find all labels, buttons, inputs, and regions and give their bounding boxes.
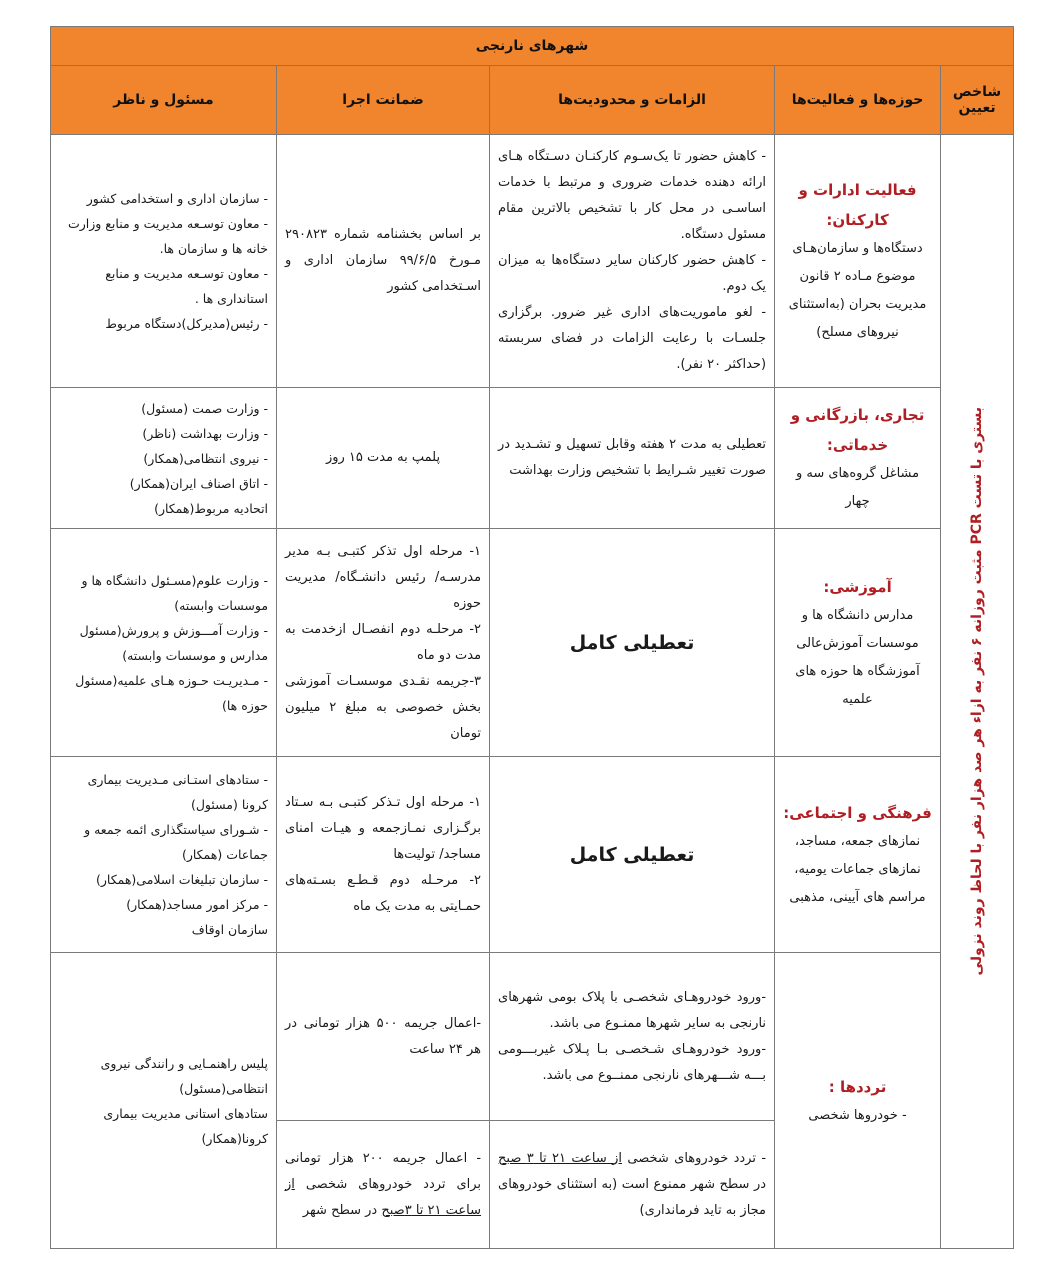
full-closure-label: تعطیلی کامل [569,843,695,866]
restriction-item: -ورود خودروهـای شخصـی با پلاک بومی شهرهای نارنجی به سایر شهرها ممنـوع می باشد. [498,989,767,1031]
table-title: شهرهای نارنجی [51,27,1014,66]
responsible-item: - مـدیریـت حـوزه هـای علمیه(مسئول حوزه ها) [75,672,269,713]
enforcement-text [285,1146,481,1224]
enforcement-cell [277,1121,490,1249]
enforcement-cell [277,388,490,529]
restrictions-cell [490,529,775,757]
domain-text: دستگاه‌ها و سازمان‌هـای موضوع مـاده ۲ قانون مدیریت بحران (به‌استثنای نیروهای مسلح) [788,241,927,340]
responsible-cell [51,757,277,953]
enforcement-text: -اعمال جریمه ۵۰۰ هزار تومانی در هر ۲۴ ساعت [285,1015,482,1057]
restrictions-cell [490,388,775,529]
enforcement-cell [277,953,490,1121]
enforcement-text-part: در سطح شهر [302,1202,382,1218]
restriction-item: تعطیلی به مدت ۲ هفته وقابل تسهیل و تشـدید در صورت تغییر شـرایط با تشخیص وزارت بهداشت [498,437,767,478]
domain-cell [775,388,941,529]
responsible-item: - رئیس(مدیرکل)دستگاه مربوط [105,316,269,331]
table-row [51,388,1014,529]
responsible-item: - معاون توسـعه مدیریت و منابع وزارت خانه ها و سازمان ها. [67,216,269,256]
responsible-item: اتحادیه مربوط(همکار) [154,500,269,516]
enforcement-text-part: - اعمال جریمه ۲۰۰ هزار تومانی برای تردد خودروهای شخصی [285,1150,482,1192]
restriction-hours: از ساعت ۲۱ تا ۳ صبح [498,1150,623,1166]
restriction-item [498,1146,766,1224]
enforcement-item: ۱- مرحله اول تـذکر کتبـی بـه سـتاد برگـزاری نمـازجمعه و هیـات امنای مساجد/ تولیت‌ها [285,794,482,862]
responsible-item: - وزارت آمـــوزش و پرورش(مسئول مدارس و موسسات وابسته) [79,622,269,663]
responsible-item: - نیروی انتظامی(همکار) [143,450,269,466]
responsible-item: - وزارت صمت (مسئول) [141,400,269,416]
domain-cell [775,529,941,757]
table-row [51,953,1014,1121]
responsible-cell [51,529,277,757]
restriction-text: در سطح شهر ممنوع است (به استثنای خودروهای مجاز به تاید فرمانداری) [498,1176,767,1218]
domain-title: فعالیت ادارات و کارکنان: [798,181,917,229]
table-row [51,757,1014,953]
header-enforcement: ضمانت اجرا [277,66,490,135]
enforcement-item: ۲- مرحـله دوم قـطـع بسـته‌های حمـایتی به مدت یک ماه [285,872,482,914]
restriction-text: - تردد خودروهای شخصی [622,1150,767,1166]
restriction-item: - کاهش حضور کارکنان سایر دستگاه‌ها به میزان یک دوم. [498,253,767,294]
table-row [51,529,1014,757]
responsible-item: - سازمان تبلیغات اسلامی(همکار) [95,872,269,887]
responsible-cell [51,388,277,529]
responsible-item: - معاون توسـعه مدیریت و منابع استانداری ها . [105,266,269,306]
enforcement-hours: از ساعت ۲۱ تا ۳صبح [285,1176,482,1218]
responsible-item: - وزارت علوم(مسـئول دانشگاه ها و موسسات وابسته) [81,572,269,613]
restrictions-cell [490,135,775,388]
index-cell [941,135,1014,1249]
enforcement-item: ۲- مرحلـه دوم انفصـال ازخدمت به مدت دو ماه [285,621,482,663]
domain-title: آموزشی: [823,577,892,596]
restriction-item: - کاهش حضور تا یک‌سـوم کارکنـان دسـتگاه هـای ارائه دهنده خدمات ضروری و مرتبط با خدمات اساسـی در محل کار با تشخیص بالاترین مقام مسئول دستگاه. [498,149,767,242]
domain-title: تجاری، بازرگانی و خدماتی: [790,406,925,454]
index-criterion-text: بستری با تست PCR مثبت روزانه ۶ نفر به ازاء هر صد هزار نفر با لحاظ روند نزولی [969,407,986,976]
responsible-cell [51,135,277,388]
responsible-item: - وزارت بهداشت (ناظر) [142,425,269,441]
responsible-cell [51,953,277,1249]
domain-text: مشاغل گروه‌های سه و چهار [795,466,920,509]
table-row [51,135,1014,388]
restrictions-cell [490,757,775,953]
domain-text: مدارس دانشگاه ها و موسسات آموزش‌عالی آموزشگاه ها حوزه های علمیه [795,607,920,707]
domain-cell [775,757,941,953]
restriction-item: -ورود خودروهـای شـخصـی بـا پـلاک غیربـــومی بـــه شـــهرهای نارنجی ممنــوع می باشد. [498,1041,767,1083]
responsible-item: ستادهای استانی مدیریت بیماری کرونا(همکار) [103,1105,269,1146]
restrictions-table-sheet [50,26,1013,1238]
responsible-item: - ستادهای استـانی مـدیریت بیماری کرونا (مسئول) [87,772,269,812]
domain-text: - خودروها شخصی [808,1107,907,1123]
responsible-item: - مرکز امور مساجد(همکار) [126,897,269,912]
enforcement-text: بر اساس بخشنامه شماره ۲۹۰۸۲۳ مـورخ ۹۹/۶/۵ سازمان اداری و اسـتخدامی کشور [285,227,482,294]
full-closure-label: تعطیلی کامل [569,631,695,654]
domain-text: نمازهای جمعه، مساجد، نمازهای جماعات یومیه، مراسم های آیینی، مذهبی [789,833,926,905]
domain-title: ترددها : [828,1077,887,1096]
header-index: شاخص تعیین [941,66,1014,135]
restrictions-cell [490,1121,775,1249]
enforcement-cell [277,757,490,953]
orange-cities-table [50,26,1014,1249]
enforcement-cell [277,529,490,757]
domain-cell [775,135,941,388]
responsible-item: - شـورای سیاستگذاری ائمه جمعه و جماعات (همکار) [84,822,269,862]
restriction-item: - لغو ماموریت‌های اداری غیر ضرور. برگزاری جلسـات با رعایت الزامات در فضای سربسته (حداکثر ۲۰ نفر). [498,305,767,372]
domain-cell [775,953,941,1249]
enforcement-cell [277,135,490,388]
responsible-item: سازمان اوقاف [191,922,269,937]
domain-title: فرهنگی و اجتماعی: [783,803,932,822]
responsible-item: - اتاق اصناف ایران(همکار) [129,475,269,491]
enforcement-item: ۳-جریمه نقـدی موسسـات آموزشی بخش خصوصی به مبلغ ۲ میلیون تومان [285,673,482,741]
responsible-item: پلیس راهنمـایی و رانندگی نیروی انتظامی(مسئول) [100,1055,269,1096]
responsible-item: - سازمان اداری و استخدامی کشور [86,191,269,206]
header-responsible: مسئول و ناظر [51,66,277,135]
enforcement-item: ۱- مرحله اول تذکر کتبـی بـه مدیر مدرسـه/ رئیس دانشـگاه/ مدیریت حوزه [285,543,482,611]
header-restrictions: الزامات و محدودیت‌ها [490,66,775,135]
header-domains: حوزه‌ها و فعالیت‌ها [775,66,941,135]
enforcement-text: پلمپ به مدت ۱۵ روز [325,450,441,465]
restrictions-cell [490,953,775,1121]
